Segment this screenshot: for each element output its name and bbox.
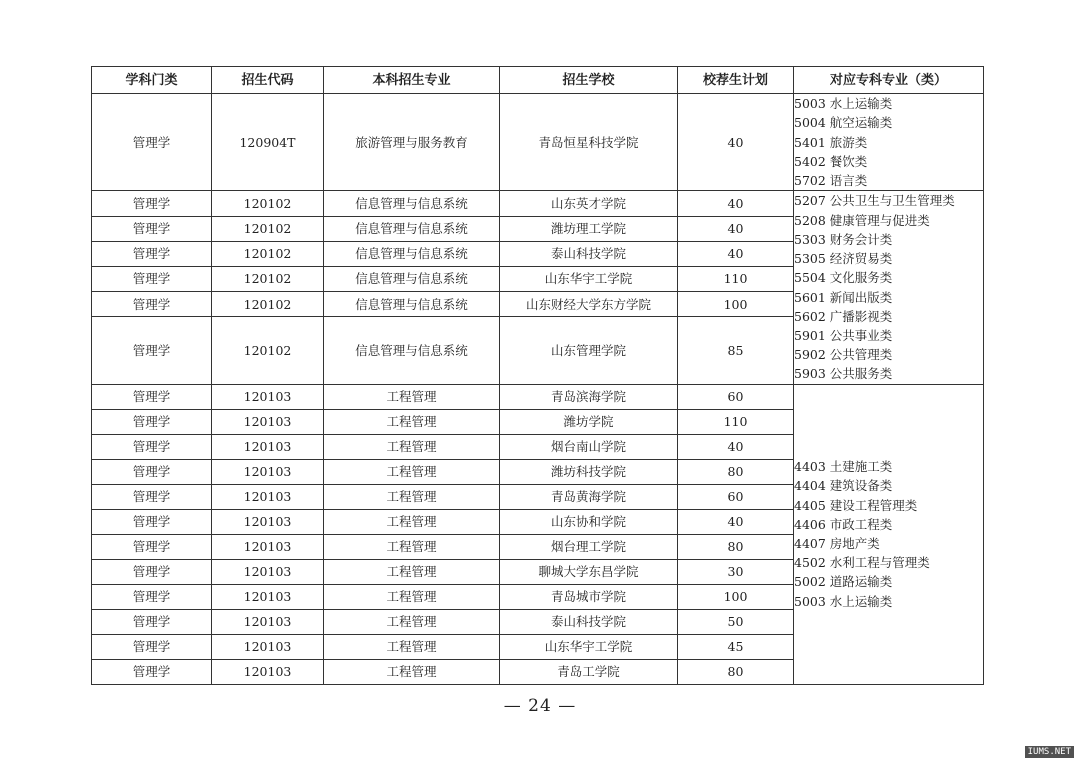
cell-discipline: 管理学: [92, 584, 212, 609]
college-major-item: 4407 房地产类: [794, 536, 880, 552]
cell-plan: 60: [678, 484, 794, 509]
college-major-item: 4406 市政工程类: [794, 516, 893, 532]
header-school: 招生学校: [500, 67, 678, 94]
cell-code: 120103: [212, 384, 324, 409]
watermark: IUMS.NET: [1025, 746, 1074, 758]
college-major-item: 5305 经济贸易类: [794, 251, 893, 267]
cell-discipline: 管理学: [92, 317, 212, 384]
college-major-item: 5903 公共服务类: [794, 366, 893, 382]
cell-school: 青岛滨海学院: [500, 384, 678, 409]
college-major-item: 5901 公共事业类: [794, 327, 893, 343]
cell-plan: 60: [678, 384, 794, 409]
cell-plan: 45: [678, 634, 794, 659]
header-major: 本科招生专业: [324, 67, 500, 94]
cell-code: 120102: [212, 266, 324, 291]
cell-plan: 80: [678, 659, 794, 684]
cell-school: 山东英才学院: [500, 191, 678, 216]
college-major-item: 5402 餐饮类: [794, 153, 868, 169]
cell-school: 青岛工学院: [500, 659, 678, 684]
cell-school: 山东华宇工学院: [500, 634, 678, 659]
college-major-item: 4502 水利工程与管理类: [794, 555, 930, 571]
college-major-item: 5003 水上运输类: [794, 593, 893, 609]
table-row: [92, 94, 984, 191]
cell-school: 聊城大学东昌学院: [500, 559, 678, 584]
college-major-item: 5004 航空运输类: [794, 115, 893, 131]
cell-code: 120102: [212, 317, 324, 384]
college-major-item: 5602 广播影视类: [794, 308, 893, 324]
cell-discipline: 管理学: [92, 559, 212, 584]
cell-plan: 40: [678, 191, 794, 216]
cell-major: 工程管理: [324, 534, 500, 559]
cell-plan: 100: [678, 291, 794, 316]
college-majors-group-3: [794, 384, 984, 684]
cell-major: 工程管理: [324, 459, 500, 484]
cell-major: 信息管理与信息系统: [324, 216, 500, 241]
cell-major: 工程管理: [324, 409, 500, 434]
college-major-item: 5601 新闻出版类: [794, 289, 893, 305]
cell-plan: 50: [678, 609, 794, 634]
cell-code: 120103: [212, 509, 324, 534]
cell-major: 信息管理与信息系统: [324, 291, 500, 316]
college-major-item: 4405 建设工程管理类: [794, 497, 918, 513]
cell-major: 信息管理与信息系统: [324, 317, 500, 384]
cell-major: 工程管理: [324, 559, 500, 584]
cell-code: 120103: [212, 409, 324, 434]
cell-code: 120103: [212, 459, 324, 484]
cell-school: 泰山科技学院: [500, 241, 678, 266]
cell-discipline: 管理学: [92, 659, 212, 684]
cell-school: 潍坊理工学院: [500, 216, 678, 241]
cell-plan: 40: [678, 434, 794, 459]
cell-major: 旅游管理与服务教育: [324, 94, 500, 191]
cell-code: 120103: [212, 559, 324, 584]
cell-school: 青岛城市学院: [500, 584, 678, 609]
cell-school: 泰山科技学院: [500, 609, 678, 634]
cell-plan: 40: [678, 216, 794, 241]
cell-plan: 85: [678, 317, 794, 384]
cell-discipline: 管理学: [92, 241, 212, 266]
cell-plan: 110: [678, 409, 794, 434]
cell-discipline: 管理学: [92, 384, 212, 409]
cell-code: 120103: [212, 634, 324, 659]
cell-plan: 110: [678, 266, 794, 291]
cell-discipline: 管理学: [92, 534, 212, 559]
admission-plan-table: [91, 66, 984, 685]
cell-discipline: 管理学: [92, 434, 212, 459]
table-row: [92, 384, 984, 409]
table-header-row: [92, 67, 984, 94]
cell-school: 山东管理学院: [500, 317, 678, 384]
cell-school: 青岛黄海学院: [500, 484, 678, 509]
cell-code: 120102: [212, 216, 324, 241]
college-major-item: 5002 道路运输类: [794, 574, 893, 590]
cell-school: 潍坊学院: [500, 409, 678, 434]
cell-major: 信息管理与信息系统: [324, 266, 500, 291]
cell-discipline: 管理学: [92, 94, 212, 191]
cell-school: 潍坊科技学院: [500, 459, 678, 484]
cell-code: 120103: [212, 534, 324, 559]
page-number: — 24 —: [503, 696, 577, 716]
college-major-item: 4403 土建施工类: [794, 459, 893, 475]
cell-discipline: 管理学: [92, 509, 212, 534]
cell-code: 120102: [212, 291, 324, 316]
college-majors-group-2: [794, 191, 984, 384]
cell-plan: 100: [678, 584, 794, 609]
cell-major: 工程管理: [324, 434, 500, 459]
cell-major: 工程管理: [324, 634, 500, 659]
cell-plan: 30: [678, 559, 794, 584]
cell-code: 120904T: [212, 94, 324, 191]
cell-code: 120103: [212, 659, 324, 684]
cell-major: 信息管理与信息系统: [324, 191, 500, 216]
header-discipline: 学科门类: [92, 67, 212, 94]
college-major-item: 5303 财务会计类: [794, 231, 893, 247]
cell-major: 工程管理: [324, 609, 500, 634]
cell-discipline: 管理学: [92, 484, 212, 509]
cell-school: 山东协和学院: [500, 509, 678, 534]
cell-major: 工程管理: [324, 384, 500, 409]
cell-major: 工程管理: [324, 584, 500, 609]
cell-major: 工程管理: [324, 509, 500, 534]
cell-major: 工程管理: [324, 659, 500, 684]
cell-code: 120103: [212, 609, 324, 634]
cell-plan: 40: [678, 94, 794, 191]
college-major-item: 5207 公共卫生与卫生管理类: [794, 193, 955, 209]
cell-major: 信息管理与信息系统: [324, 241, 500, 266]
cell-discipline: 管理学: [92, 409, 212, 434]
cell-discipline: 管理学: [92, 634, 212, 659]
cell-discipline: 管理学: [92, 291, 212, 316]
cell-plan: 80: [678, 459, 794, 484]
cell-code: 120102: [212, 241, 324, 266]
cell-discipline: 管理学: [92, 191, 212, 216]
college-major-item: 5401 旅游类: [794, 134, 868, 150]
college-major-item: 5702 语言类: [794, 173, 868, 189]
cell-discipline: 管理学: [92, 266, 212, 291]
cell-school: 青岛恒星科技学院: [500, 94, 678, 191]
header-plan: 校荐生计划: [678, 67, 794, 94]
cell-plan: 40: [678, 241, 794, 266]
cell-school: 烟台南山学院: [500, 434, 678, 459]
cell-code: 120102: [212, 191, 324, 216]
cell-discipline: 管理学: [92, 459, 212, 484]
header-code: 招生代码: [212, 67, 324, 94]
cell-school: 烟台理工学院: [500, 534, 678, 559]
header-college-major: 对应专科专业（类）: [794, 67, 984, 94]
college-major-item: 5504 文化服务类: [794, 270, 893, 286]
table-row: [92, 191, 984, 216]
college-major-item: 5003 水上运输类: [794, 96, 893, 111]
college-majors-group-1: [794, 94, 984, 191]
college-major-item: 4404 建筑设备类: [794, 478, 893, 494]
cell-discipline: 管理学: [92, 609, 212, 634]
cell-discipline: 管理学: [92, 216, 212, 241]
college-major-item: 5208 健康管理与促进类: [794, 212, 930, 228]
cell-plan: 80: [678, 534, 794, 559]
college-major-item: 5902 公共管理类: [794, 347, 893, 363]
cell-code: 120103: [212, 484, 324, 509]
cell-school: 山东财经大学东方学院: [500, 291, 678, 316]
cell-major: 工程管理: [324, 484, 500, 509]
cell-plan: 40: [678, 509, 794, 534]
cell-school: 山东华宇工学院: [500, 266, 678, 291]
cell-code: 120103: [212, 584, 324, 609]
cell-code: 120103: [212, 434, 324, 459]
